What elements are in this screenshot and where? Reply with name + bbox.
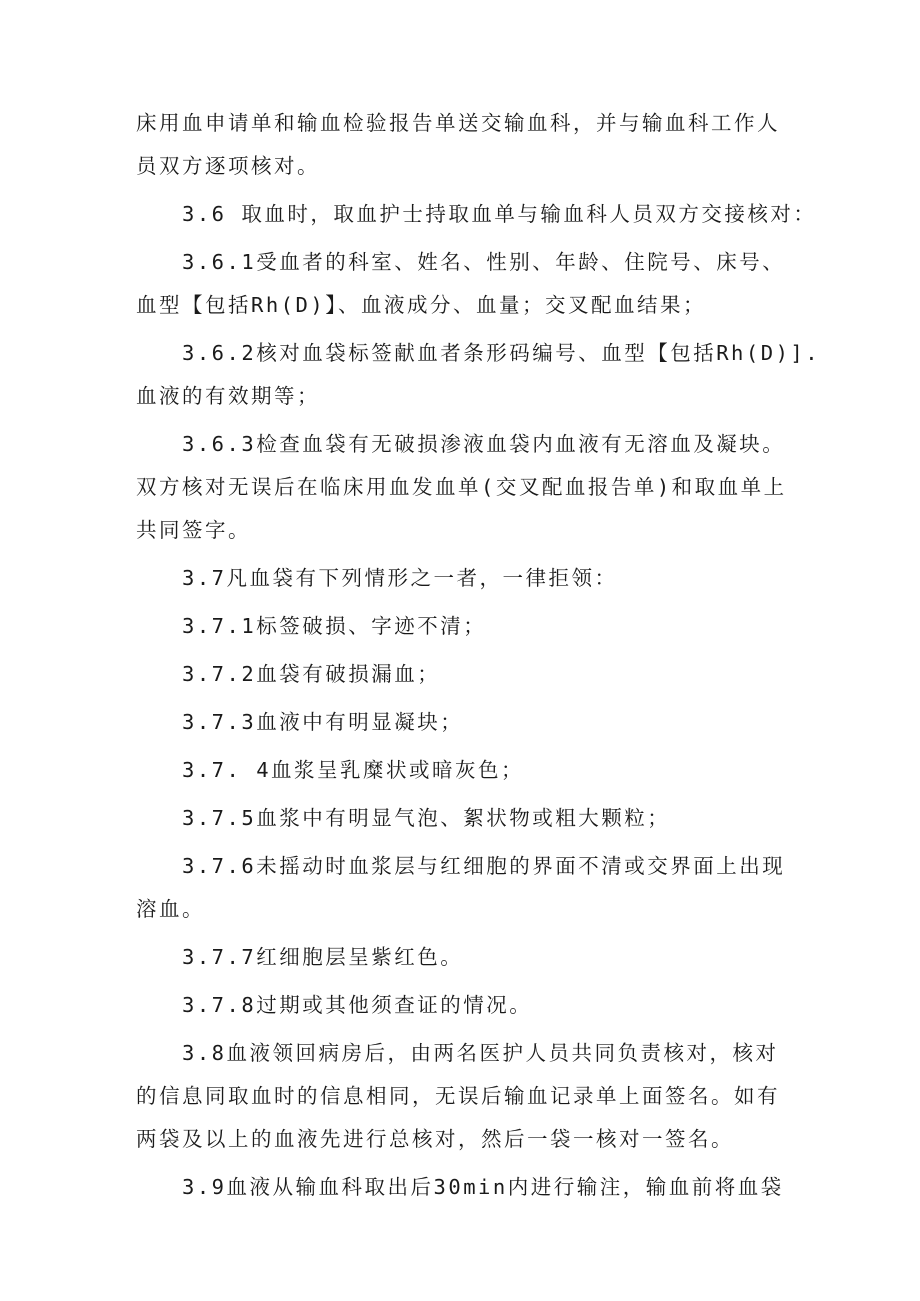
text-line: 床用血申请单和输血检验报告单送交输血科，并与输血科工作人: [136, 111, 780, 135]
item-3-7-6: 3.7.6未摇动时血浆层与红细胞的界面不清或交界面上出现: [182, 854, 786, 878]
item-3-7-7: 3.7.7红细胞层呈紫红色。: [182, 945, 464, 969]
section-3-7: 3.7凡血袋有下列情形之一者，一律拒领：: [182, 566, 618, 590]
item-3-7-4: 3.7. 4血浆呈乳糜状或暗灰色；: [182, 758, 525, 782]
item-3-7-1: 3.7.1标签破损、字迹不清；: [182, 614, 487, 638]
item-3-7-3: 3.7.3血液中有明显凝块；: [182, 710, 464, 734]
item-3-6-2: 3.6.2核对血袋标签献血者条形码编号、血型【包括Rh(D)].: [182, 341, 821, 365]
item-3-7-8: 3.7.8过期或其他须查证的情况。: [182, 993, 533, 1017]
section-3-6: 3.6 取血时，取血护士持取血单与输血科人员双方交接核对：: [182, 202, 817, 226]
text-line: 溶血。: [136, 897, 205, 921]
text-line: 血液的有效期等；: [136, 384, 320, 408]
text-line: 血型【包括Rh(D)】、血液成分、血量；交叉配血结果；: [136, 293, 706, 317]
text-line: 员双方逐项核对。: [136, 154, 320, 178]
text-line: 的信息同取血时的信息相同，无误后输血记录单上面签名。如有: [136, 1084, 780, 1108]
text-line: 共同签字。: [136, 518, 251, 542]
item-3-6-3: 3.6.3检查血袋有无破损渗液血袋内血液有无溶血及凝块。: [182, 432, 786, 456]
item-3-6-1: 3.6.1受血者的科室、姓名、性别、年龄、住院号、床号、: [182, 250, 786, 274]
text-line: 两袋及以上的血液先进行总核对，然后一袋一核对一签名。: [136, 1127, 734, 1151]
document-body: [136, 111, 821, 1199]
section-3-8: 3.8血液领回病房后，由两名医护人员共同负责核对，核对: [182, 1041, 779, 1065]
section-3-9: 3.9血液从输血科取出后30min内进行输注，输血前将血袋: [182, 1175, 784, 1199]
item-3-7-2: 3.7.2血袋有破损漏血；: [182, 662, 441, 686]
text-line: 双方核对无误后在临床用血发血单(交叉配血报告单)和取血单上: [136, 475, 787, 499]
item-3-7-5: 3.7.5血浆中有明显气泡、絮状物或粗大颗粒；: [182, 806, 671, 830]
